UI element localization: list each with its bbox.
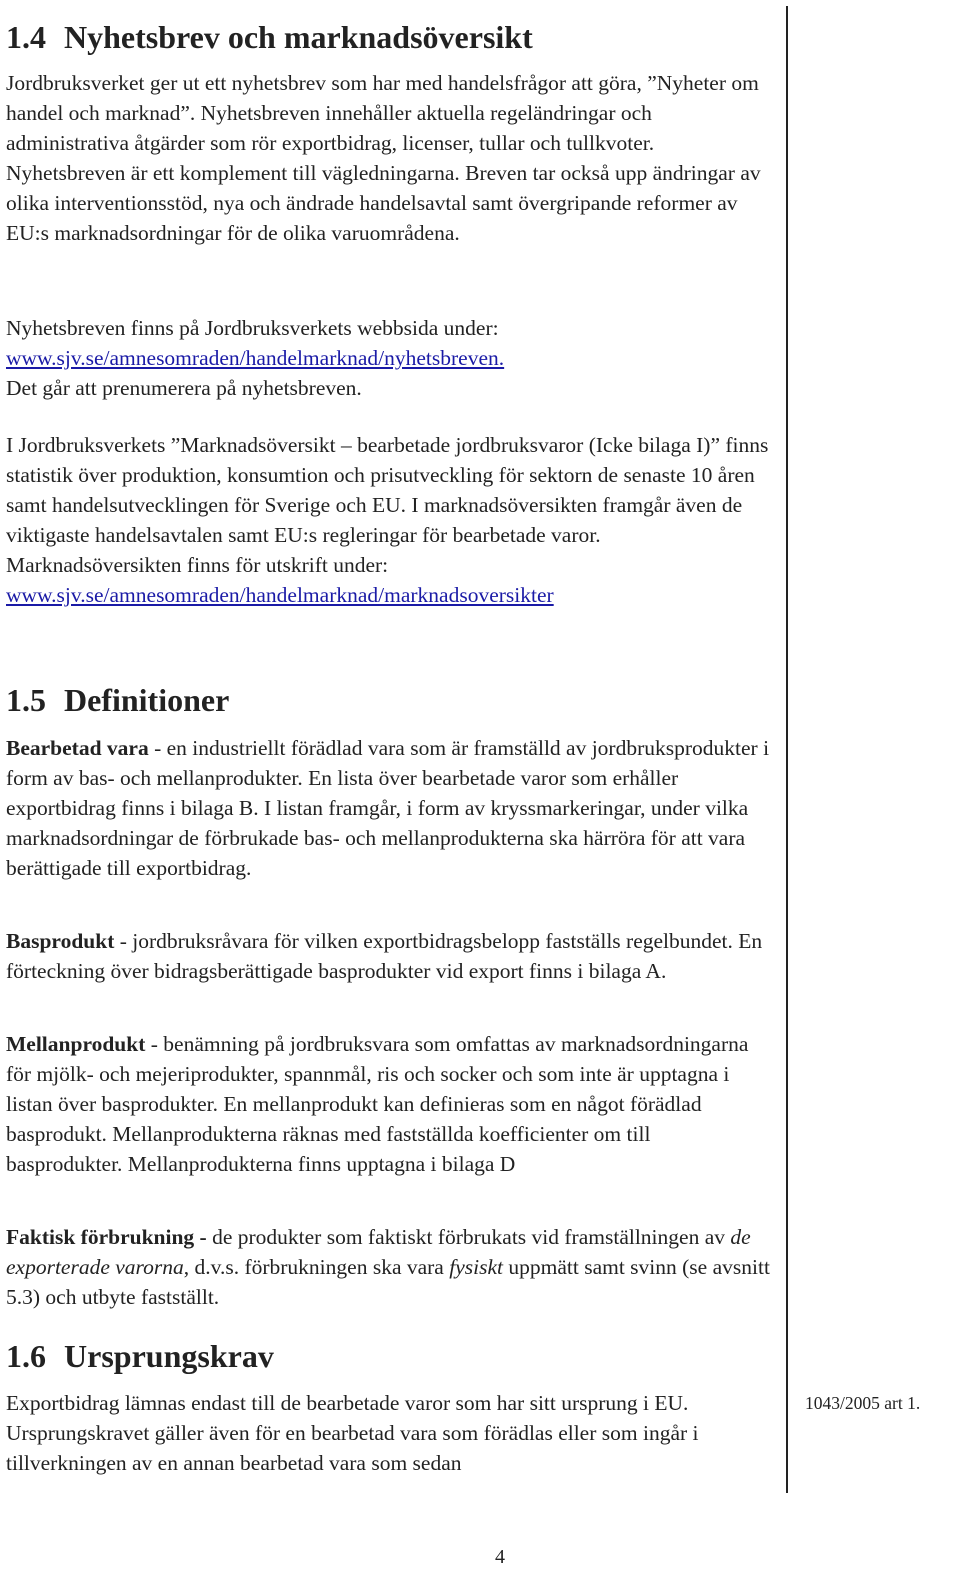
heading-section-1-6: [6, 1337, 274, 1375]
market-overview-text: I Jordbruksverkets ”Marknadsöversikt – bearbetade jordbruksvaror (Icke bilaga I)” finns statistik över produktion, konsumtion och prisutveckling för sektorn de senaste 10 åren samt handelsutvecklingen för Sverige och EU. I marknadsöversikten framgår även de viktigaste handelsavtalen samt EU:s regleringar för bearbetade varor. Marknadsöversikten finns för utskrift under:: [6, 433, 769, 577]
definition-basprodukt: [6, 926, 771, 986]
margin-divider-line: [786, 6, 788, 1493]
definition-text: - benämning på jordbruksvara som omfattas av marknadsordningarna för mjölk- och mejeriprodukter, spannmål, ris och socker och som inte är upptagna i listan över basprodukter. En mellanprodukt kan definieras som en något förädlad basprodukt. Mellanprodukterna räknas med fastställda koefficienter om till basprodukter. Mellanprodukterna finns upptagna i bilaga D: [6, 1032, 749, 1176]
paragraph-newsletter-location: [6, 313, 771, 403]
newsletter-subscribe-text: Det går att prenumerera på nyhetsbreven.: [6, 376, 362, 400]
market-overview-link[interactable]: www.sjv.se/amnesomraden/handelmarknad/marknadsoversikter: [6, 583, 554, 607]
heading-title: Nyhetsbrev och marknadsöversikt: [64, 19, 533, 55]
heading-title: Definitioner: [64, 682, 230, 718]
definition-text: de produkter som faktiskt förbrukats vid framställningen av: [206, 1225, 731, 1249]
heading-section-1-4: [6, 18, 533, 56]
definition-term: Faktisk förbrukning -: [6, 1225, 207, 1249]
newsletter-location-intro: Nyhetsbreven finns på Jordbruksverkets webbsida under:: [6, 316, 499, 340]
paragraph-origin-requirement: Exportbidrag lämnas endast till de bearbetade varor som har sitt ursprung i EU. Ursprungskravet gäller även för en bearbetad vara som förädlas eller som ingår i tillverkningen av en annan bearbetad vara som sedan: [6, 1391, 699, 1475]
heading-title: Ursprungskrav: [64, 1338, 274, 1374]
heading-number: 1.6: [6, 1338, 46, 1374]
definition-faktisk-forbrukning: [6, 1222, 771, 1312]
definition-term: Basprodukt: [6, 929, 115, 953]
definition-text: uppmätt samt svinn (se avsnitt 5.3) och utbyte fastställt.: [6, 1255, 770, 1309]
margin-reference-note: 1043/2005 art 1.: [805, 1393, 921, 1413]
definition-italic: fysiskt: [449, 1255, 503, 1279]
page-number: 4: [495, 1546, 505, 1568]
definition-mellanprodukt: [6, 1029, 771, 1179]
definition-bearbetad-vara: [6, 733, 771, 883]
definition-text: , d.v.s. förbrukningen ska vara: [183, 1255, 450, 1279]
definition-italic: de exporterade varorna: [6, 1225, 751, 1279]
definition-text: - jordbruksråvara för vilken exportbidragsbelopp fastställs regelbundet. En förteckning över bidragsberättigade basprodukter vid export finns i bilaga A.: [6, 929, 763, 983]
newsletter-link[interactable]: www.sjv.se/amnesomraden/handelmarknad/nyhetsbreven.: [6, 346, 505, 370]
definition-term: Bearbetad vara: [6, 736, 149, 760]
heading-section-1-5: [6, 681, 229, 719]
definition-text: - en industriellt förädlad vara som är framställd av jordbruksprodukter i form av bas- och mellanprodukter. En lista över bearbetade varor som erhåller exportbidrag finns i bilaga B. I listan framgår, i form av kryssmarkeringar, under vilka marknadsordningar de förbrukade bas- och mellanprodukterna ska härröra för att vara berättigade till exportbidrag.: [6, 736, 770, 880]
paragraph-newsletter-intro: Jordbruksverket ger ut ett nyhetsbrev som har med handelsfrågor att göra, ”Nyheter om handel och marknad”. Nyhetsbreven innehåller aktuella regeländringar och administrativa åtgärder som rör exportbidrag, licenser, tullar och tullkvoter. Nyhetsbreven är ett komplement till vägledningarna. Breven tar också upp ändringar av olika interventionsstöd, nya och ändrade handelsavtal samt övergripande reformer av EU:s marknadsordningar för de olika varuområdena.: [6, 71, 761, 245]
heading-number: 1.5: [6, 682, 46, 718]
heading-number: 1.4: [6, 19, 46, 55]
definition-term: Mellanprodukt: [6, 1032, 146, 1056]
paragraph-market-overview: [6, 430, 771, 610]
